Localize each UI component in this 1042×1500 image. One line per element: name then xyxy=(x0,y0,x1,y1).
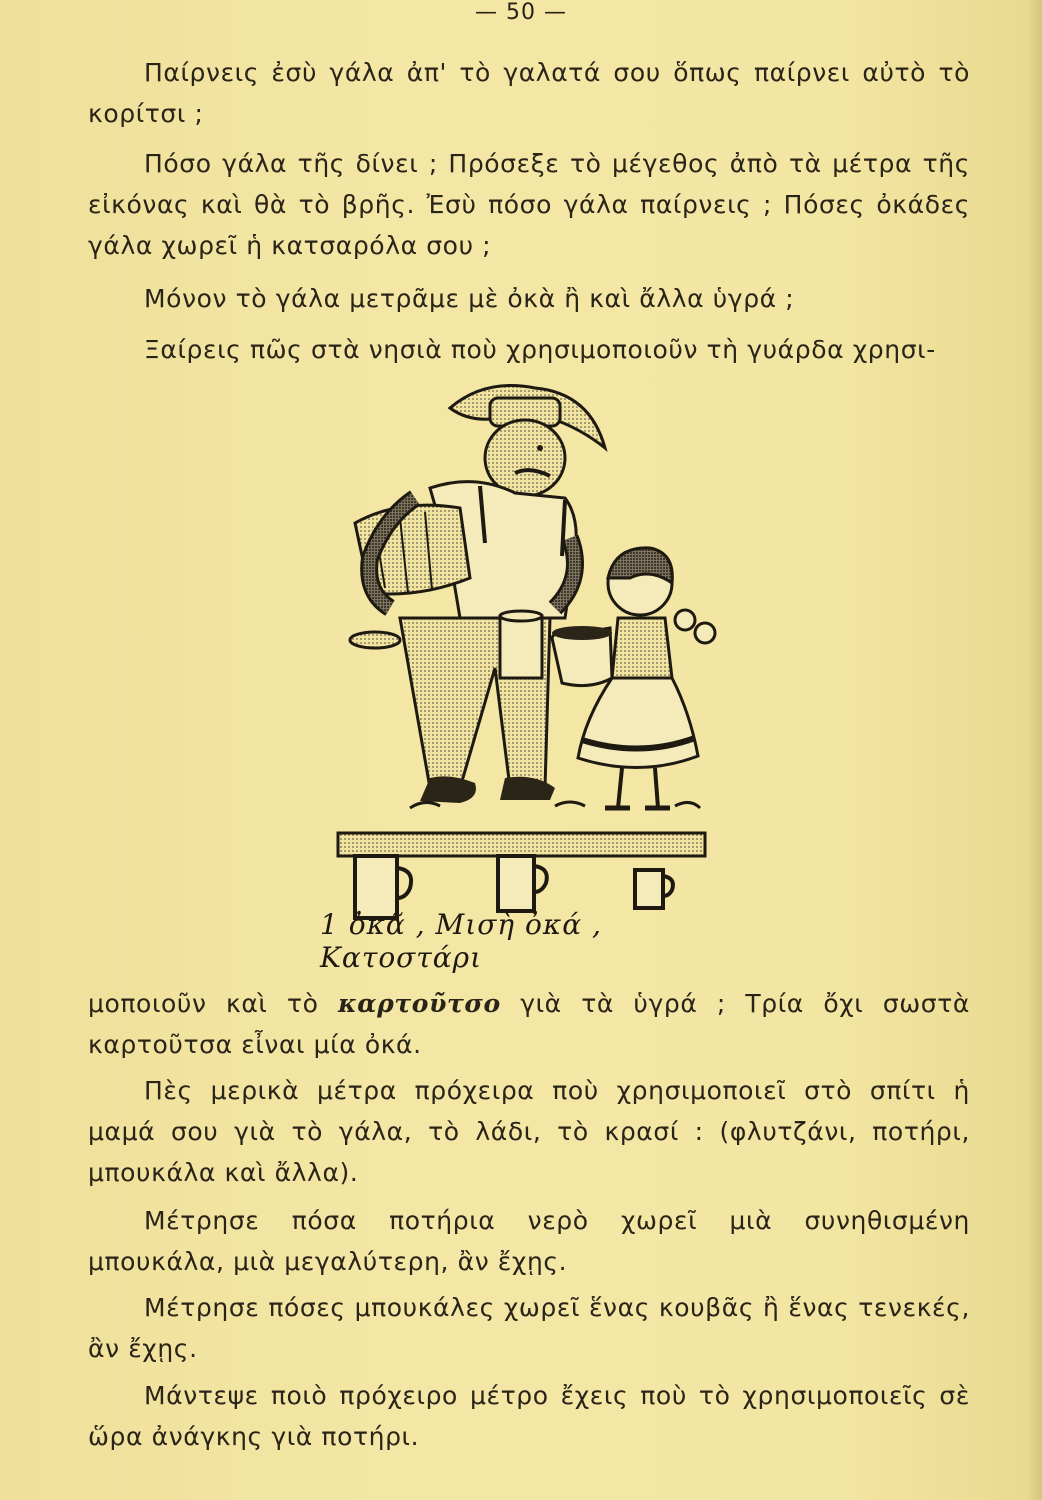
measuring-cups-drawing xyxy=(500,611,612,686)
paragraph-1: Παίρνεις ἐσὺ γάλα ἀπ' τὸ γαλατά σου ὅπως παίρνει αὐτὸ τὸ κορίτσι ; xyxy=(88,58,970,128)
paragraph-7: Μέτρησε πόσα ποτήρια νερὸ χωρεῖ μιὰ συνηθισμένη μπουκάλα, μιὰ μεγαλύτερη, ἂν ἔχῃς. xyxy=(88,1206,970,1276)
page-edge-shadow xyxy=(1028,0,1042,1500)
shelf-drawing xyxy=(338,833,705,856)
paragraph-2: Πόσο γάλα τῆς δίνει ; Πρόσεξε τὸ μέγεθος ἀπὸ τὰ μέτρα τῆς εἰκόνας καὶ θὰ τὸ βρῆς. Ἐσὺ πόσο γάλα παίρνεις ; Πόσες ὀκάδες γάλα χωρεῖ ἡ κατσαρόλα σου ; xyxy=(88,149,970,260)
milkman-and-girl-illustration xyxy=(300,378,740,968)
paragraph-3: Μόνον τὸ γάλα μετρᾶμε μὲ ὀκὰ ἢ καὶ ἄλλα ὑγρά ; xyxy=(144,284,795,313)
mug-half-oka xyxy=(498,856,547,911)
paragraph-8: Μέτρησε πόσες μπουκάλες χωρεῖ ἕνας κουβᾶς ἢ ἕνας τενεκές, ἂν ἔχῃς. xyxy=(88,1293,970,1363)
paragraph-5-start: μοποιοῦν καὶ τὸ xyxy=(88,989,338,1018)
paragraph-5 xyxy=(88,983,970,1065)
mug-katostari xyxy=(635,870,673,908)
paragraph-9: Μάντεψε ποιὸ πρόχειρο μέτρο ἔχεις ποὺ τὸ χρησιμοποιεῖς σὲ ὥρα ἀνάγκης γιὰ ποτήρι. xyxy=(88,1381,970,1451)
illustration-caption: 1 ὀκᾶ , Μισὴ ὀκά , Κατοστάρι xyxy=(320,908,602,974)
kartoutso-term: καρτοῦτσο xyxy=(337,989,501,1018)
paragraph-6: Πὲς μερικὰ μέτρα πρόχειρα ποὺ χρησιμοποιεῖ στὸ σπίτι ἡ μαμά σου γιὰ τὸ γάλα, τὸ λάδι, τὸ κρασί : (φλυτζάνι, ποτήρι, μπουκάλα καὶ ἄλλα). xyxy=(88,1076,970,1187)
paragraph-5-end: γιὰ τὰ ὑγρά ; Τρία ὄχι σωστὰ καρτοῦτσα εἶναι μία ὀκά. xyxy=(88,989,970,1059)
paragraph-4: Ξαίρεις πῶς στὰ νησιὰ ποὺ χρησιμοποιοῦν τὴ γυάρδα χρησι- xyxy=(144,335,936,364)
page-number: — 50 — xyxy=(475,0,567,25)
